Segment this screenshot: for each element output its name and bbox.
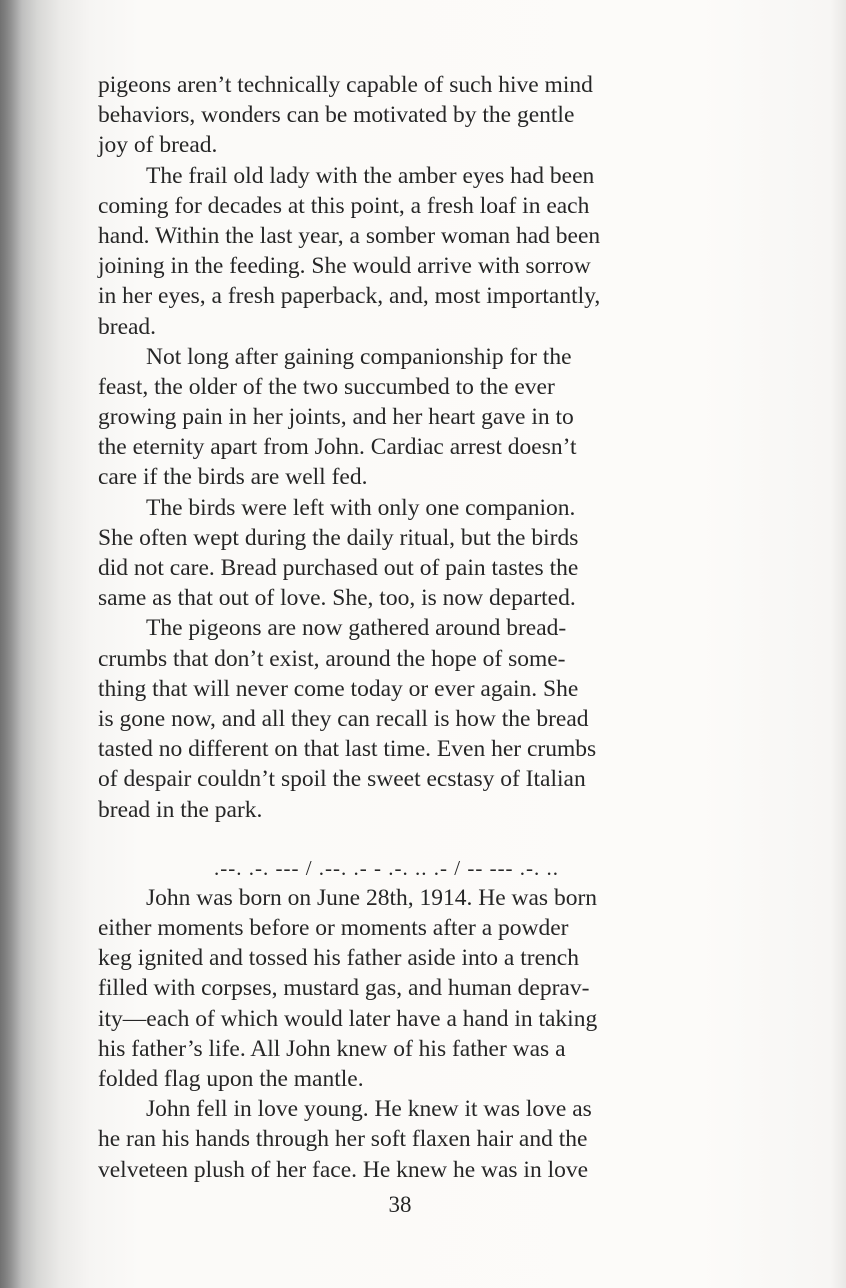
text-line: thing that will never come today or ever again. She bbox=[98, 675, 579, 702]
section-gap bbox=[98, 825, 698, 853]
text-line: same as that out of love. She, too, is now departed. bbox=[98, 585, 576, 612]
text-line: did not care. Bread purchased out of pain tastes the bbox=[98, 555, 579, 581]
text-line: of despair couldn’t spoil the sweet ecstasy of Italian bbox=[98, 766, 586, 793]
text-line: his father’s life. All John knew of his father was a bbox=[98, 1035, 566, 1062]
text-line: The pigeons are now gathered around bread- bbox=[146, 615, 567, 642]
text-line: velveteen plush of her face. He knew he was in love bbox=[98, 1156, 589, 1183]
text-line: She often wept during the daily ritual, but the birds bbox=[98, 524, 579, 551]
paragraph bbox=[98, 1094, 698, 1185]
gutter-shadow bbox=[0, 0, 22, 1288]
text-line: Not long after gaining companionship for the bbox=[146, 343, 572, 370]
text-line: tasted no different on that last time. Even her crumbs bbox=[98, 736, 597, 763]
text-line: joining in the feeding. She would arrive with sorrow bbox=[98, 253, 591, 280]
text-line: growing pain in her joints, and her heart gave in to bbox=[98, 404, 574, 431]
text-line: John fell in love young. He knew it was love as bbox=[146, 1096, 592, 1123]
text-line: joy of bread. bbox=[98, 132, 218, 159]
text-line: filled with corpses, mustard gas, and human deprav- bbox=[98, 975, 590, 1002]
text-line: the eternity apart from John. Cardiac arrest doesn’t bbox=[98, 434, 577, 461]
text-line: coming for decades at this point, a fresh loaf in each bbox=[98, 192, 590, 219]
body-text bbox=[98, 70, 698, 1185]
text-line: either moments before or moments after a powder bbox=[98, 915, 569, 942]
text-line: crumbs that don’t exist, around the hope of some- bbox=[98, 645, 566, 672]
section-separator: .--. .-. --- / .--. .- - .-. .. .- / -- --- .-. .. bbox=[214, 855, 560, 880]
text-line: hand. Within the last year, a somber woman had been bbox=[98, 222, 601, 249]
text-line: folded flag upon the mantle. bbox=[98, 1066, 364, 1092]
text-line: in her eyes, a fresh paperback, and, most importantly, bbox=[98, 283, 601, 310]
paragraph bbox=[98, 161, 698, 342]
text-line: he ran his hands through her soft flaxen hair and the bbox=[98, 1126, 588, 1153]
text-line: The birds were left with only one companion. bbox=[146, 494, 576, 521]
paragraph bbox=[98, 493, 698, 614]
text-line: pigeons aren’t technically capable of such hive mind bbox=[98, 72, 593, 98]
text-line: is gone now, and all they can recall is how the bread bbox=[98, 705, 589, 732]
paragraph bbox=[98, 883, 698, 1094]
text-line: feast, the older of the two succumbed to the ever bbox=[98, 373, 555, 400]
text-line: care if the birds are well fed. bbox=[98, 464, 368, 491]
text-line: behaviors, wonders can be motivated by the gentle bbox=[98, 102, 575, 129]
paragraph bbox=[98, 342, 698, 493]
text-line: John was born on June 28th, 1914. He was born bbox=[146, 884, 598, 911]
paragraph bbox=[98, 613, 698, 824]
text-line: bread. bbox=[98, 313, 157, 340]
text-line: The frail old lady with the amber eyes had been bbox=[146, 162, 595, 189]
paragraph bbox=[98, 70, 698, 161]
text-line: ity—each of which would later have a hand in taking bbox=[98, 1005, 598, 1032]
text-line: keg ignited and tossed his father aside into a trench bbox=[98, 945, 579, 972]
text-line: bread in the park. bbox=[98, 796, 263, 823]
page-number: 38 bbox=[388, 1192, 412, 1217]
